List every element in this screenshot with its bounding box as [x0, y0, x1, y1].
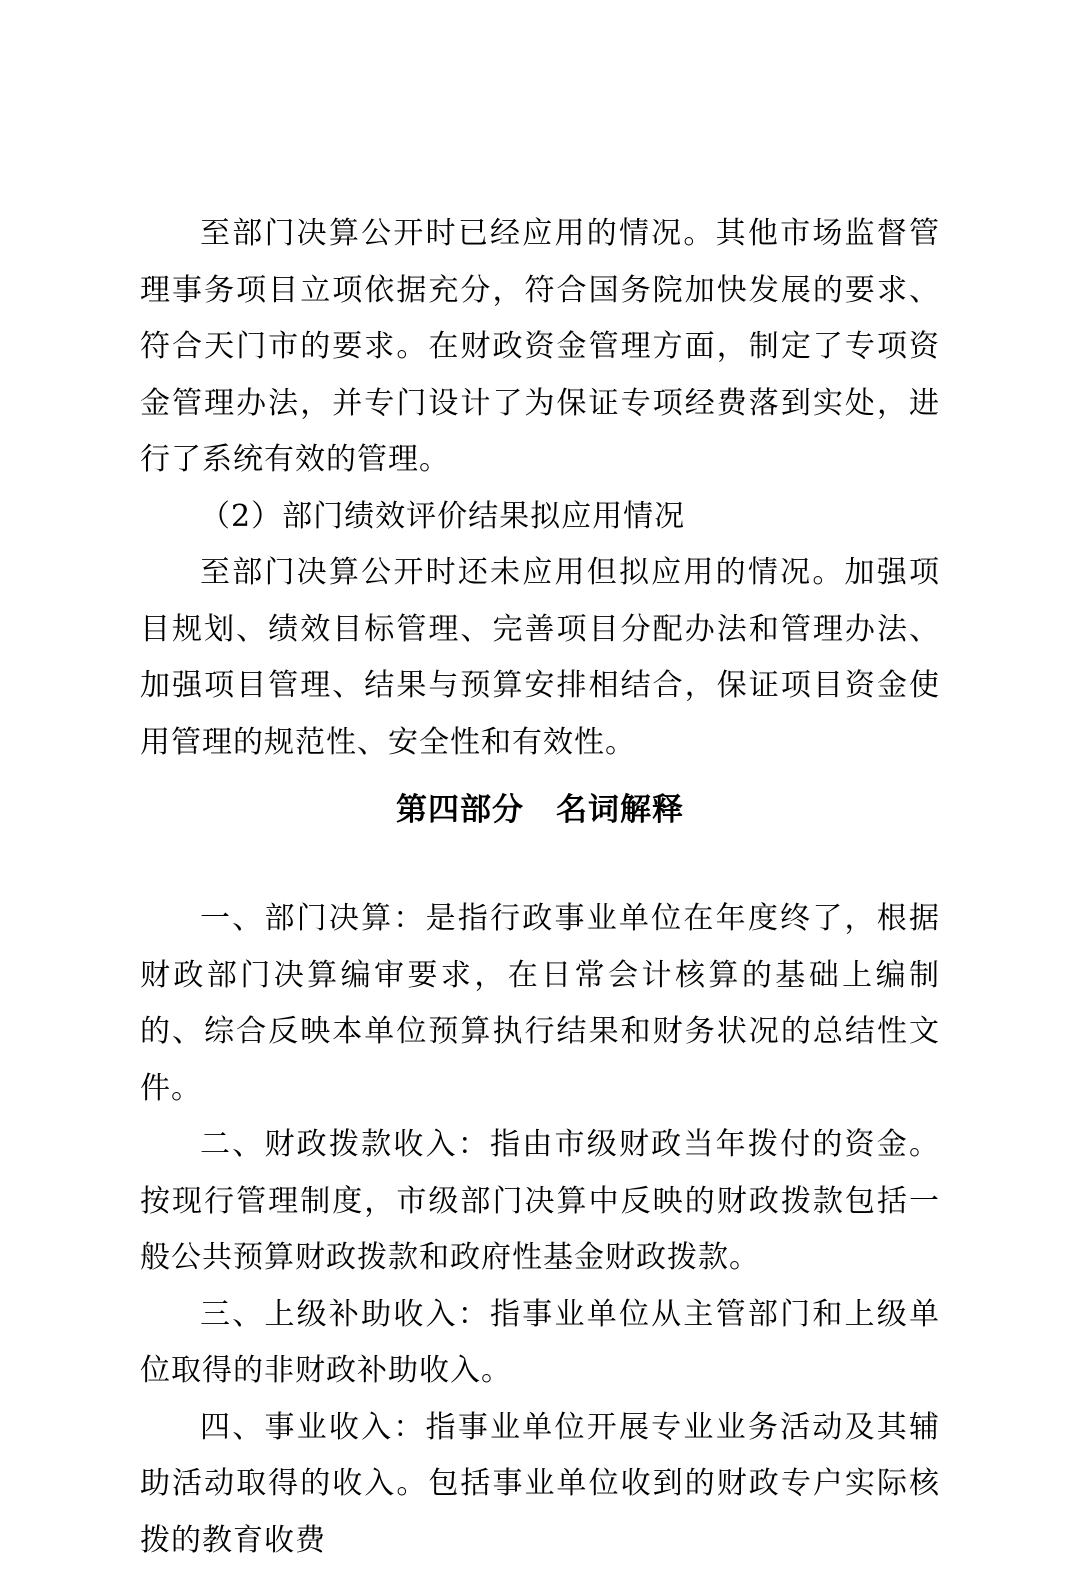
paragraph-term-business-income: 四、事业收入：指事业单位开展专业业务活动及其辅助活动取得的收入。包括事业单位收到的财政专户实际核拨的教育收费 — [140, 1400, 940, 1569]
paragraph-term-fiscal-appropriation-income: 二、财政拨款收入：指由市级财政当年拨付的资金。按现行管理制度，市级部门决算中反映的财政拨款包括一般公共预算财政拨款和政府性基金财政拨款。 — [140, 1117, 940, 1287]
section-heading: 第四部分 名词解释 — [140, 771, 940, 891]
document-page — [140, 206, 940, 1569]
paragraph-planned-results: 至部门决算公开时还未应用但拟应用的情况。加强项目规划、绩效目标管理、完善项目分配办法和管理办法、加强项目管理、结果与预算安排相结合，保证项目资金使用管理的规范性、安全性和有效性。 — [140, 545, 940, 771]
paragraph-term-superior-subsidy-income: 三、上级补助收入：指事业单位从主管部门和上级单位取得的非财政补助收入。 — [140, 1287, 940, 1400]
paragraph-applied-results: 至部门决算公开时已经应用的情况。其他市场监督管理事务项目立项依据充分，符合国务院加快发展的要求、符合天门市的要求。在财政资金管理方面，制定了专项资金管理办法，并专门设计了为保证专项经费落到实处，进行了系统有效的管理。 — [140, 206, 940, 489]
paragraph-subheading-planned-application: （2）部门绩效评价结果拟应用情况 — [140, 489, 940, 546]
paragraph-term-department-final-accounts: 一、部门决算：是指行政事业单位在年度终了，根据财政部门决算编审要求，在日常会计核算的基础上编制的、综合反映本单位预算执行结果和财务状况的总结性文件。 — [140, 891, 940, 1117]
